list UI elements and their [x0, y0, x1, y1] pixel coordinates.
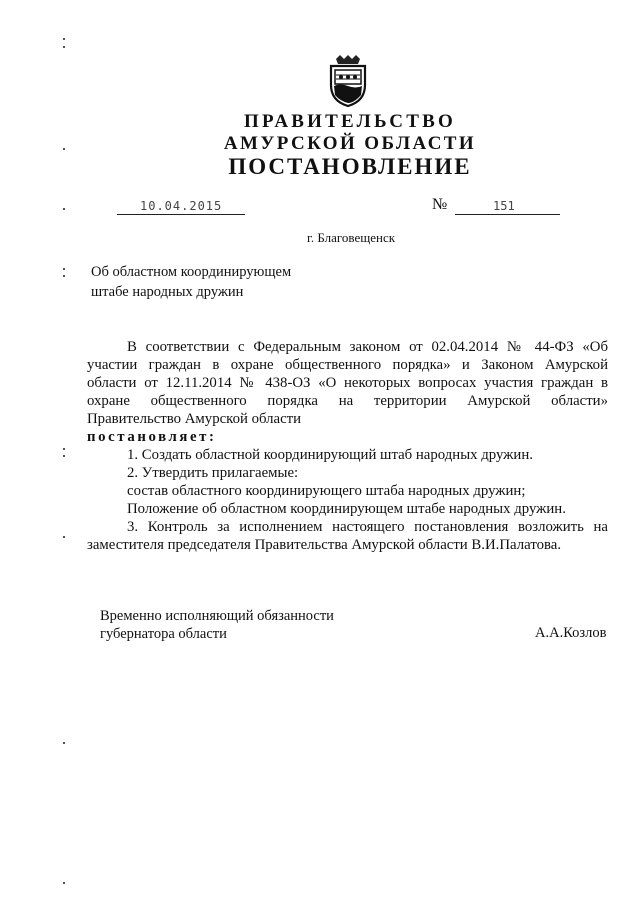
- body-line: области от 12.11.2014 № 438-ОЗ «О некоторых вопросах участия граждан в: [87, 375, 608, 391]
- city: г. Благовещенск: [307, 230, 396, 245]
- number-sign: №: [432, 196, 448, 213]
- scan-mark: [63, 208, 65, 210]
- scan-mark: [63, 275, 65, 277]
- body-line: участии граждан в охране общественного порядка» и Законом Амурской: [87, 357, 608, 373]
- item-line: 3. Контроль за исполнением настоящего постановления возложить на: [127, 519, 608, 535]
- body-line: охране общественного порядка на территории Амурской области»: [87, 393, 608, 409]
- scan-mark: [63, 742, 65, 744]
- scan-mark: [63, 448, 65, 450]
- scan-mark: [63, 148, 65, 150]
- scan-mark: [63, 38, 65, 40]
- subject-line: Об областном координирующем: [91, 264, 292, 280]
- body-line: Правительство Амурской области: [87, 411, 302, 427]
- document-date: 10.04.2015: [140, 199, 223, 213]
- item-line: заместителя председателя Правительства Амурской области В.И.Палатова.: [87, 537, 562, 553]
- subject-line: штабе народных дружин: [91, 284, 244, 300]
- signatory-title-line: Временно исполняющий обязанности: [100, 608, 334, 624]
- scan-mark: [63, 455, 65, 457]
- scan-mark: [63, 268, 65, 270]
- signatory-title-line: губернатора области: [100, 626, 227, 642]
- item-line: 1. Создать областной координирующий штаб народных дружин.: [127, 447, 533, 463]
- resolves-label: постановляет:: [87, 429, 217, 445]
- government-title: ПРАВИТЕЛЬСТВО: [244, 111, 456, 132]
- item-line: состав областного координирующего штаба народных дружин;: [127, 483, 526, 499]
- document-body: [87, 338, 608, 558]
- scan-mark: [63, 46, 65, 48]
- signatory-title: [100, 607, 334, 643]
- region-title: АМУРСКОЙ ОБЛАСТИ: [223, 133, 477, 154]
- scan-mark: [63, 536, 65, 538]
- item-line: Положение об областном координирующем штабе народных дружин.: [127, 501, 566, 517]
- coat-of-arms-icon: [326, 55, 370, 107]
- document-type-title: ПОСТАНОВЛЕНИЕ: [228, 154, 472, 179]
- signatory-name: А.А.Козлов: [535, 625, 607, 641]
- document-subject: [91, 262, 291, 302]
- document-number: 151: [493, 199, 515, 213]
- scan-mark: [63, 882, 65, 884]
- body-line: В соответствии с Федеральным законом от 02.04.2014 № 44-ФЗ «Об: [127, 339, 608, 355]
- item-line: 2. Утвердить прилагаемые:: [127, 465, 299, 481]
